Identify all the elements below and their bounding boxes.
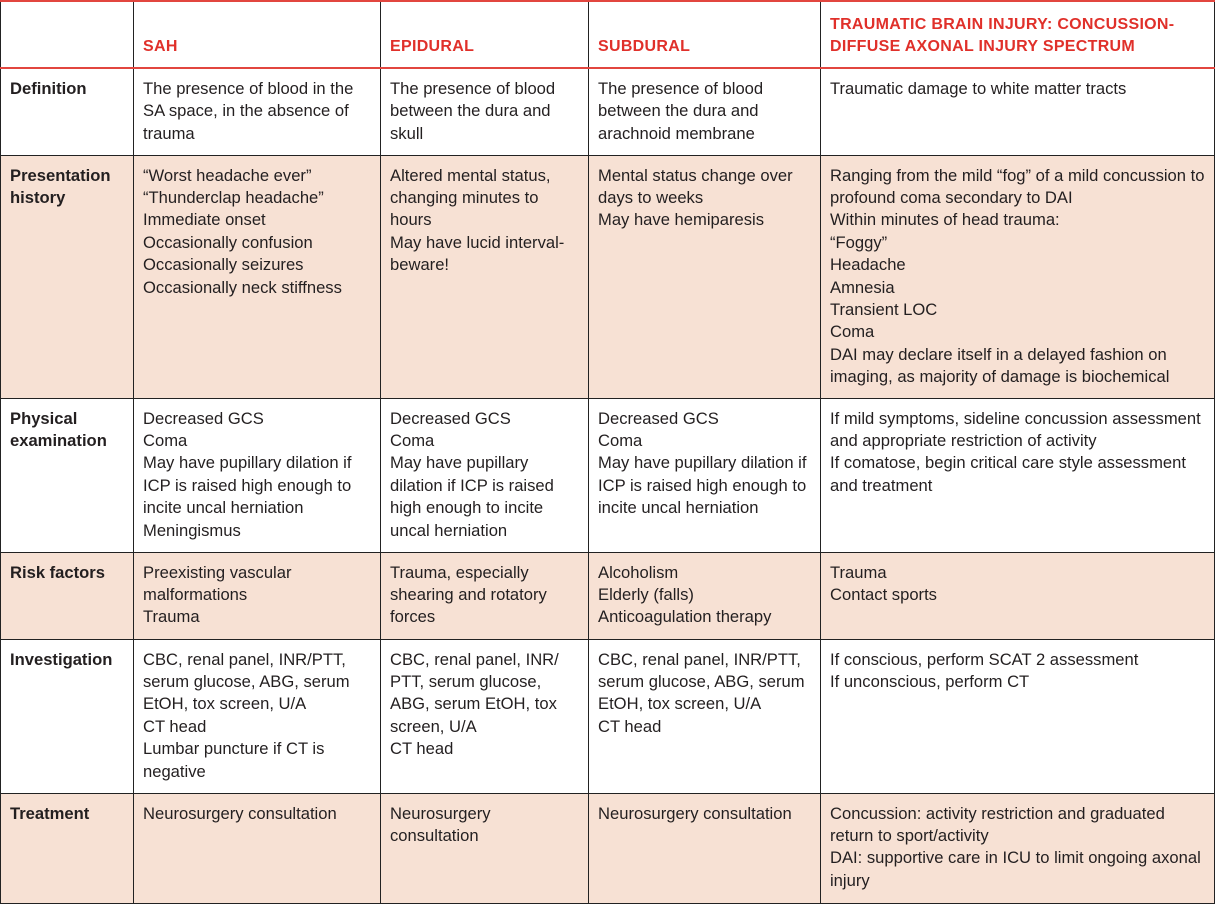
cell-sah (134, 639, 381, 793)
cell-line: Meningismus (143, 520, 241, 540)
cell-line: Neurosurgery consultation (143, 803, 337, 823)
cell-line: DAI: supportive care in ICU to limit ongoing axonal injury (830, 848, 1201, 890)
cell-line: May have pupillary dilation if ICP is raised high enough to incite uncal herniation (143, 453, 352, 518)
cell-line: CBC, renal panel, INR/PTT, serum glucose, ABG, serum EtOH, tox screen, U/A (143, 649, 350, 714)
table-row-definition (1, 68, 1215, 155)
cell-line: Decreased GCS (598, 408, 719, 428)
cell-line: Alcoholism (598, 562, 679, 582)
cell-line: Altered mental status, changing minutes to hours (390, 165, 551, 230)
cell-line: If comatose, begin critical care style assessment and treatment (830, 453, 1186, 495)
cell-tbi (821, 155, 1215, 398)
cell-line: Transient LOC (830, 299, 938, 319)
cell-line: May have hemiparesis (598, 210, 765, 230)
cell-line: “Foggy” (830, 232, 888, 252)
cell-line: May have pupillary dilation if ICP is raised high enough to incite uncal herniation (390, 453, 554, 540)
row-label: Investigation (1, 639, 134, 793)
cell-line: Trauma (830, 562, 887, 582)
row-label: Definition (1, 68, 134, 155)
cell-line: Anticoagulation therapy (598, 607, 772, 627)
cell-line: CT head (143, 716, 207, 736)
header-subdural: SUBDURAL (589, 1, 821, 68)
cell-line: Concussion: activity restriction and graduated return to sport/activity (830, 803, 1165, 845)
cell-line: Decreased GCS (143, 408, 264, 428)
cell-line: Ranging from the mild “fog” of a mild concussion to profound coma secondary to DAI (830, 165, 1205, 207)
cell-line: Mental status change over days to weeks (598, 165, 793, 207)
cell-line: CT head (598, 716, 662, 736)
cell-line: Neurosurgery consultation (598, 803, 792, 823)
cell-line: Coma (143, 430, 188, 450)
cell-epidural (381, 155, 589, 398)
cell-line: Lumbar puncture if CT is negative (143, 739, 325, 781)
cell-line: If mild symptoms, sideline concussion assessment and appropriate restriction of activity (830, 408, 1201, 450)
row-label: Risk factors (1, 552, 134, 639)
table-row-investigation (1, 639, 1215, 793)
cell-line: Occasionally seizures (143, 255, 304, 275)
row-label: Presentation history (1, 155, 134, 398)
table-row-physical-examination (1, 398, 1215, 552)
cell-line: Coma (390, 430, 435, 450)
cell-line: Preexisting vascular malformations (143, 562, 292, 604)
table-row-risk-factors (1, 552, 1215, 639)
header-tbi: TRAUMATIC BRAIN INJURY: CONCUSSION-DIFFUSE AXONAL INJURY SPECTRUM (821, 1, 1215, 68)
cell-subdural (589, 155, 821, 398)
cell-line: Contact sports (830, 584, 937, 604)
cell-epidural (381, 639, 589, 793)
cell-line: The presence of blood in the SA space, in the absence of trauma (143, 79, 354, 143)
table-body (1, 68, 1215, 903)
cell-line: Headache (830, 255, 906, 275)
cell-tbi (821, 793, 1215, 903)
header-sah: SAH (134, 1, 381, 68)
cell-line: Trauma (143, 607, 200, 627)
header-row (1, 1, 1215, 68)
cell-subdural (589, 639, 821, 793)
cell-line: CBC, renal panel, INR/ PTT, serum glucose, ABG, serum EtOH, tox screen, U/A (390, 649, 559, 736)
cell-sah (134, 793, 381, 903)
cell-tbi (821, 398, 1215, 552)
cell-sah (134, 552, 381, 639)
cell-epidural (381, 552, 589, 639)
cell-subdural (589, 398, 821, 552)
cell-line: The presence of blood between the dura and arachnoid membrane (598, 79, 764, 143)
cell-subdural (589, 552, 821, 639)
cell-line: CBC, renal panel, INR/PTT, serum glucose, ABG, serum EtOH, tox screen, U/A (598, 649, 805, 714)
cell-line: If unconscious, perform CT (830, 671, 1030, 691)
cell-line: DAI may declare itself in a delayed fashion on imaging, as majority of damage is biochemical (830, 344, 1170, 387)
cell-tbi (821, 639, 1215, 793)
cell-epidural (381, 793, 589, 903)
cell-epidural (381, 398, 589, 552)
header-corner-cell (1, 1, 134, 68)
table-header (1, 1, 1215, 68)
cell-tbi (821, 552, 1215, 639)
header-epidural: EPIDURAL (381, 1, 589, 68)
cell-line: If conscious, perform SCAT 2 assessment (830, 649, 1139, 669)
table-row-treatment (1, 793, 1215, 903)
cell-line: May have pupillary dilation if ICP is raised high enough to incite uncal herniation (598, 453, 807, 518)
cell-line: Trauma, especially shearing and rotatory forces (390, 562, 547, 627)
cell-line: “Worst headache ever” (143, 165, 312, 185)
cell-line: Decreased GCS (390, 408, 511, 428)
cell-subdural (589, 793, 821, 903)
cell-line: May have lucid interval-beware! (390, 232, 565, 275)
cell-line: Coma (830, 322, 875, 342)
cell-line: Occasionally confusion (143, 232, 313, 252)
cell-sah (134, 155, 381, 398)
cell-line: Within minutes of head trauma: (830, 210, 1060, 230)
cell-line: Coma (598, 430, 643, 450)
cell-line: Neurosurgery consultation (390, 803, 491, 845)
cell-line: Amnesia (830, 277, 895, 297)
cell-epidural (381, 68, 589, 155)
cell-subdural (589, 68, 821, 155)
table-row-presentation-history (1, 155, 1215, 398)
cell-sah (134, 68, 381, 155)
cell-line: Elderly (falls) (598, 584, 694, 604)
row-label: Physical examination (1, 398, 134, 552)
cell-line: Immediate onset (143, 210, 266, 230)
row-label: Treatment (1, 793, 134, 903)
cell-sah (134, 398, 381, 552)
cell-line: Occasionally neck stiffness (143, 277, 342, 297)
cell-line: CT head (390, 739, 454, 759)
cell-line: “Thunderclap headache” (143, 187, 324, 207)
cell-line: The presence of blood between the dura and skull (390, 79, 556, 143)
cell-line: Traumatic damage to white matter tracts (830, 79, 1127, 98)
cell-tbi (821, 68, 1215, 155)
